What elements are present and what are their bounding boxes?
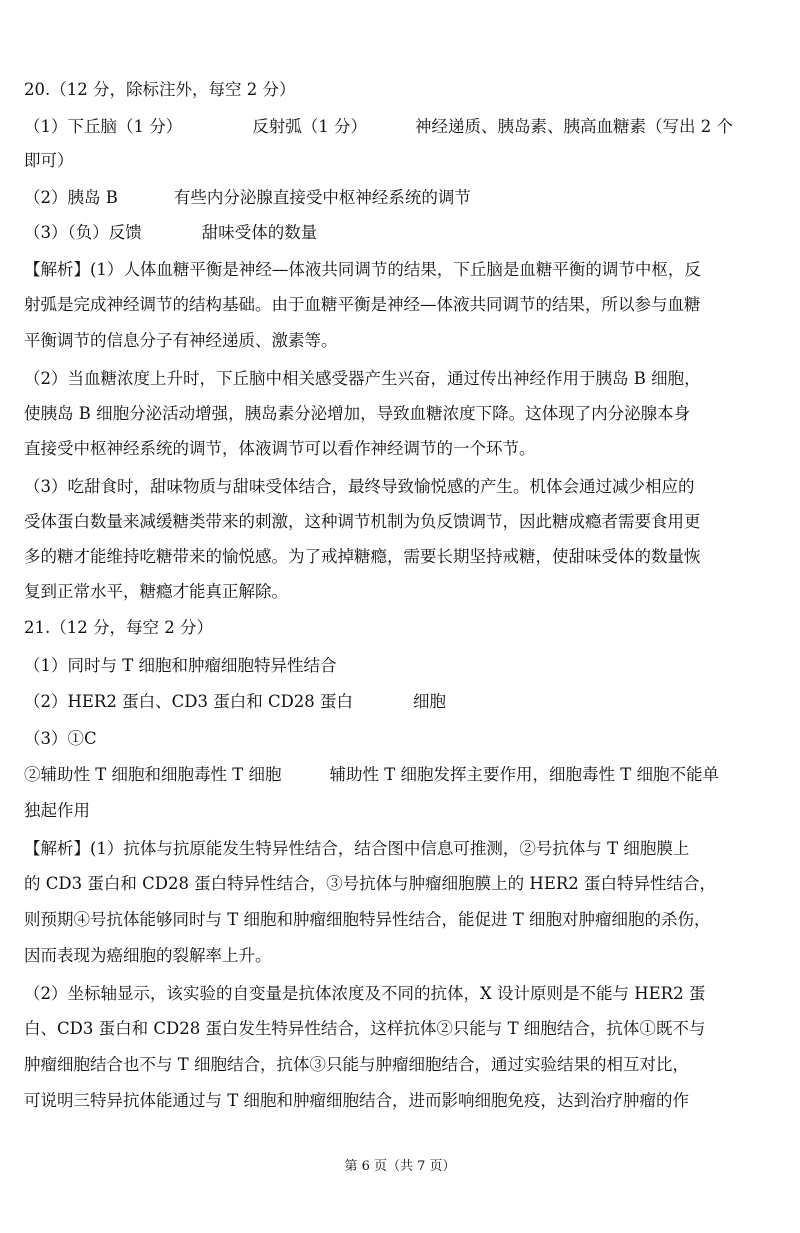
q20-analysis-line: 复到正常水平，糖瘾才能真正解除。 xyxy=(24,582,288,601)
q21-answer-3-blank-1: ②辅助性 T 细胞和细胞毒性 T 细胞 xyxy=(24,765,282,784)
q21-header: 21.（12 分，每空 2 分） xyxy=(24,618,213,637)
q21-answer-2-blank-1: （2）HER2 蛋白、CD3 蛋白和 CD28 蛋白 xyxy=(24,692,354,711)
q21-answer-2-blank-2: 细胞 xyxy=(413,692,447,711)
q20-answer-2-blank-2: 有些内分泌腺直接受中枢神经系统的调节 xyxy=(173,188,471,207)
q20-analysis-line: 多的糖才能维持吃糖带来的愉悦感。为了戒掉糖瘾，需要长期坚持戒糖，使甜味受体的数量恢 xyxy=(24,547,701,566)
q20-answer-3-blank-1: （3）（负）反馈 xyxy=(24,223,142,242)
q21-analysis-line: 可说明三特异抗体能通过与 T 细胞和肿瘤细胞结合，进而影响细胞免疫，达到治疗肿瘤的作 xyxy=(24,1091,689,1110)
q20-answer-1-blank-3: 神经递质、胰岛素、胰高血糖素（写出 2 个 xyxy=(415,117,733,136)
q21-analysis-line: 【解析】(1）抗体与抗原能发生特异性结合，结合图中信息可推测，②号抗体与 T 细胞膜上 xyxy=(24,839,690,858)
q20-header: 20.（12 分，除标注外，每空 2 分） xyxy=(24,80,296,99)
q20-analysis-line: （2）当血糖浓度上升时，下丘脑中相关感受器产生兴奋，通过传出神经作用于胰岛 B 细胞， xyxy=(24,369,701,388)
q20-answer-2-blank-1: （2）胰岛 B xyxy=(24,188,118,207)
q21-answer-3: （3）①C xyxy=(24,729,97,748)
q20-answer-2 xyxy=(24,187,780,209)
q20-answer-3-blank-2: 甜味受体的数量 xyxy=(201,223,318,242)
q21-analysis-line: 肿瘤细胞结合也不与 T 细胞结合，抗体③只能与肿瘤细胞结合，通过实验结果的相互对比， xyxy=(24,1055,689,1074)
q21-analysis-line: 因而表现为癌细胞的裂解率上升。 xyxy=(24,946,272,965)
q20-analysis-line: 【解析】(1）人体血糖平衡是神经—体液共同调节的结果，下丘脑是血糖平衡的调节中枢，反 xyxy=(24,260,701,279)
q20-analysis-line: （3）吃甜食时，甜味物质与甜味受体结合，最终导致愉悦感的产生。机体会通过减少相应的 xyxy=(24,477,695,496)
q20-analysis-line: 直接受中枢神经系统的调节，体液调节可以看作神经调节的一个环节。 xyxy=(24,439,536,458)
q21-answer-2 xyxy=(24,691,780,713)
q21-analysis-line: 白、CD3 蛋白和 CD28 蛋白发生特异性结合，这样抗体②只能与 T 细胞结合，抗体①既不与 xyxy=(24,1019,706,1038)
q21-analysis-line: 的 CD3 蛋白和 CD28 蛋白特异性结合，③号抗体与肿瘤细胞膜上的 HER2 蛋白特异性结合， xyxy=(24,874,717,893)
q21-analysis-line: 则预期④号抗体能够同时与 T 细胞和肿瘤细胞特异性结合，能促进 T 细胞对肿瘤细胞的杀伤， xyxy=(24,910,711,929)
q20-analysis-line: 使胰岛 B 细胞分泌活动增强，胰岛素分泌增加，导致血糖浓度下降。这体现了内分泌腺本身 xyxy=(24,404,691,423)
q20-answer-3 xyxy=(24,222,780,244)
q21-answer-3-part-2 xyxy=(24,764,780,786)
q20-analysis-line: 受体蛋白数量来减缓糖类带来的刺激，这种调节机制为负反馈调节，因此糖成瘾者需要食用更 xyxy=(24,512,701,531)
q20-answer-1-cont: 即可） xyxy=(24,151,74,170)
q20-analysis-line: 射弧是完成神经调节的结构基础。由于血糖平衡是神经—体液共同调节的结果，所以参与血糖 xyxy=(24,295,701,314)
q20-analysis-line: 平衡调节的信息分子有神经递质、激素等。 xyxy=(24,331,338,350)
q21-answer-1: （1）同时与 T 细胞和肿瘤细胞特异性结合 xyxy=(24,656,337,675)
q21-answer-3-cont: 独起作用 xyxy=(24,801,90,820)
q21-analysis-line: （2）坐标轴显示，该实验的自变量是抗体浓度及不同的抗体，X 设计原则是不能与 HER2 蛋 xyxy=(24,984,706,1003)
page-footer: 第 6 页（共 7 页） xyxy=(344,1159,456,1174)
q20-answer-1-blank-2: 反射弧（1 分） xyxy=(252,117,367,136)
q20-answer-1-blank-1: （1）下丘脑（1 分） xyxy=(24,117,183,136)
q21-answer-3-blank-2: 辅助性 T 细胞发挥主要作用，细胞毒性 T 细胞不能单 xyxy=(329,765,719,784)
q20-answer-1 xyxy=(24,116,780,138)
